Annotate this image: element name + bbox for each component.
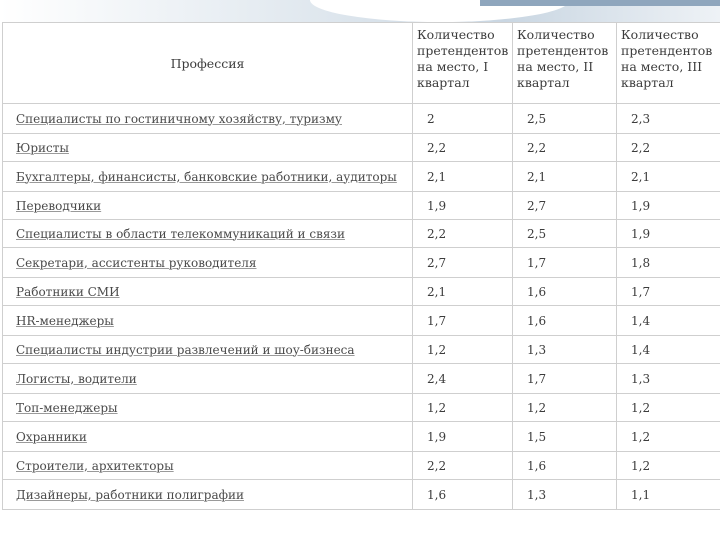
profession-cell [3,220,413,248]
q3-value-cell [617,134,720,162]
q3-value-cell [617,422,720,452]
table-row [3,394,720,422]
value-label: 1,2 [427,342,447,357]
q1-value-cell [413,422,513,452]
q1-value-cell [413,134,513,162]
value-label: 1,8 [631,255,651,270]
q1-value-cell [413,248,513,278]
value-label: 1,2 [631,400,651,415]
profession-cell [3,134,413,162]
profession-cell [3,452,413,480]
q2-value-cell [513,422,617,452]
table-row [3,306,720,336]
table-row [3,422,720,452]
value-label: 2,5 [527,111,547,126]
value-label: 1,7 [631,284,651,299]
profession-cell [3,364,413,394]
profession-label: Строители, архитекторы [16,458,174,473]
q3-value-cell [617,364,720,394]
q2-value-cell [513,364,617,394]
value-label: 2,7 [427,255,447,270]
q1-value-cell [413,394,513,422]
q3-value-cell [617,452,720,480]
table-header-row [3,23,720,104]
profession-cell [3,104,413,134]
q3-value-cell [617,480,720,510]
value-label: 2,2 [427,140,447,155]
value-label: 2,2 [631,140,651,155]
header-q1: Количество претендентов на место, I квартал [413,23,513,104]
value-label: 2,4 [427,371,447,386]
value-label: 2,7 [527,198,547,213]
value-label: 1,3 [631,371,651,386]
profession-label: Специалисты по гостиничному хозяйству, туризму [16,111,342,126]
q2-value-cell [513,306,617,336]
value-label: 1,2 [631,429,651,444]
profession-label: Топ-менеджеры [16,400,118,415]
q1-value-cell [413,278,513,306]
q2-value-cell [513,104,617,134]
value-label: 1,2 [631,458,651,473]
q2-value-cell [513,394,617,422]
profession-label: Работники СМИ [16,284,120,299]
q1-value-cell [413,452,513,480]
q2-value-cell [513,192,617,220]
value-label: 1,3 [527,342,547,357]
q3-value-cell [617,248,720,278]
table-row [3,192,720,220]
value-label: 1,4 [631,313,651,328]
value-label: 1,6 [427,487,447,502]
q3-value-cell [617,220,720,248]
value-label: 2,2 [427,226,447,241]
profession-cell [3,248,413,278]
header-q2: Количество претендентов на место, II квартал [513,23,617,104]
value-label: 1,6 [527,458,547,473]
value-label: 2,1 [427,284,447,299]
value-label: 1,9 [427,429,447,444]
q1-value-cell [413,192,513,220]
q1-value-cell [413,480,513,510]
q1-value-cell [413,104,513,134]
profession-label: Дизайнеры, работники полиграфии [16,487,244,502]
table-body [3,104,720,510]
profession-label: Охранники [16,429,87,444]
value-label: 2,5 [527,226,547,241]
value-label: 1,4 [631,342,651,357]
q3-value-cell [617,162,720,192]
q1-value-cell [413,364,513,394]
value-label: 2,2 [527,140,547,155]
q3-value-cell [617,394,720,422]
profession-label: Секретари, ассистенты руководителя [16,255,257,270]
table-row [3,162,720,192]
profession-cell [3,336,413,364]
table-row [3,364,720,394]
value-label: 1,7 [427,313,447,328]
header-q3: Количество претендентов на место, III квартал [617,23,720,104]
decoration-stripe [480,0,720,6]
value-label: 1,6 [527,313,547,328]
q2-value-cell [513,134,617,162]
value-label: 2,1 [527,169,547,184]
profession-cell [3,394,413,422]
profession-label: Логисты, водители [16,371,137,386]
profession-cell [3,480,413,510]
profession-label: Юристы [16,140,69,155]
profession-label: Специалисты в области телекоммуникаций и связи [16,226,345,241]
q1-value-cell [413,306,513,336]
q3-value-cell [617,104,720,134]
table-row [3,452,720,480]
profession-label: Бухгалтеры, финансисты, банковские работники, аудиторы [16,169,397,184]
profession-cell [3,162,413,192]
q1-value-cell [413,336,513,364]
profession-label: Переводчики [16,198,102,213]
value-label: 1,5 [527,429,547,444]
value-label: 1,9 [631,198,651,213]
value-label: 1,1 [631,487,651,502]
value-label: 2,3 [631,111,651,126]
applicants-per-position-table [2,22,720,510]
q3-value-cell [617,306,720,336]
q3-value-cell [617,192,720,220]
value-label: 1,9 [631,226,651,241]
table-row [3,104,720,134]
header-profession: Профессия [3,23,413,104]
q2-value-cell [513,452,617,480]
q2-value-cell [513,480,617,510]
value-label: 1,6 [527,284,547,299]
q2-value-cell [513,278,617,306]
q3-value-cell [617,336,720,364]
q2-value-cell [513,162,617,192]
value-label: 1,2 [527,400,547,415]
profession-cell [3,278,413,306]
q3-value-cell [617,278,720,306]
value-label: 2,2 [427,458,447,473]
profession-label: HR-менеджеры [16,313,114,328]
table-row [3,278,720,306]
value-label: 1,2 [427,400,447,415]
value-label: 2 [427,111,435,126]
value-label: 2,1 [631,169,651,184]
q2-value-cell [513,248,617,278]
value-label: 1,9 [427,198,447,213]
profession-cell [3,422,413,452]
profession-label: Специалисты индустрии развлечений и шоу-бизнеса [16,342,355,357]
value-label: 2,1 [427,169,447,184]
q2-value-cell [513,220,617,248]
q2-value-cell [513,336,617,364]
table-row [3,248,720,278]
profession-cell [3,306,413,336]
slide-top-decoration [0,0,720,22]
q1-value-cell [413,162,513,192]
table-row [3,134,720,162]
table-row [3,480,720,510]
value-label: 1,3 [527,487,547,502]
value-label: 1,7 [527,255,547,270]
profession-cell [3,192,413,220]
table-row [3,336,720,364]
value-label: 1,7 [527,371,547,386]
q1-value-cell [413,220,513,248]
table-row [3,220,720,248]
